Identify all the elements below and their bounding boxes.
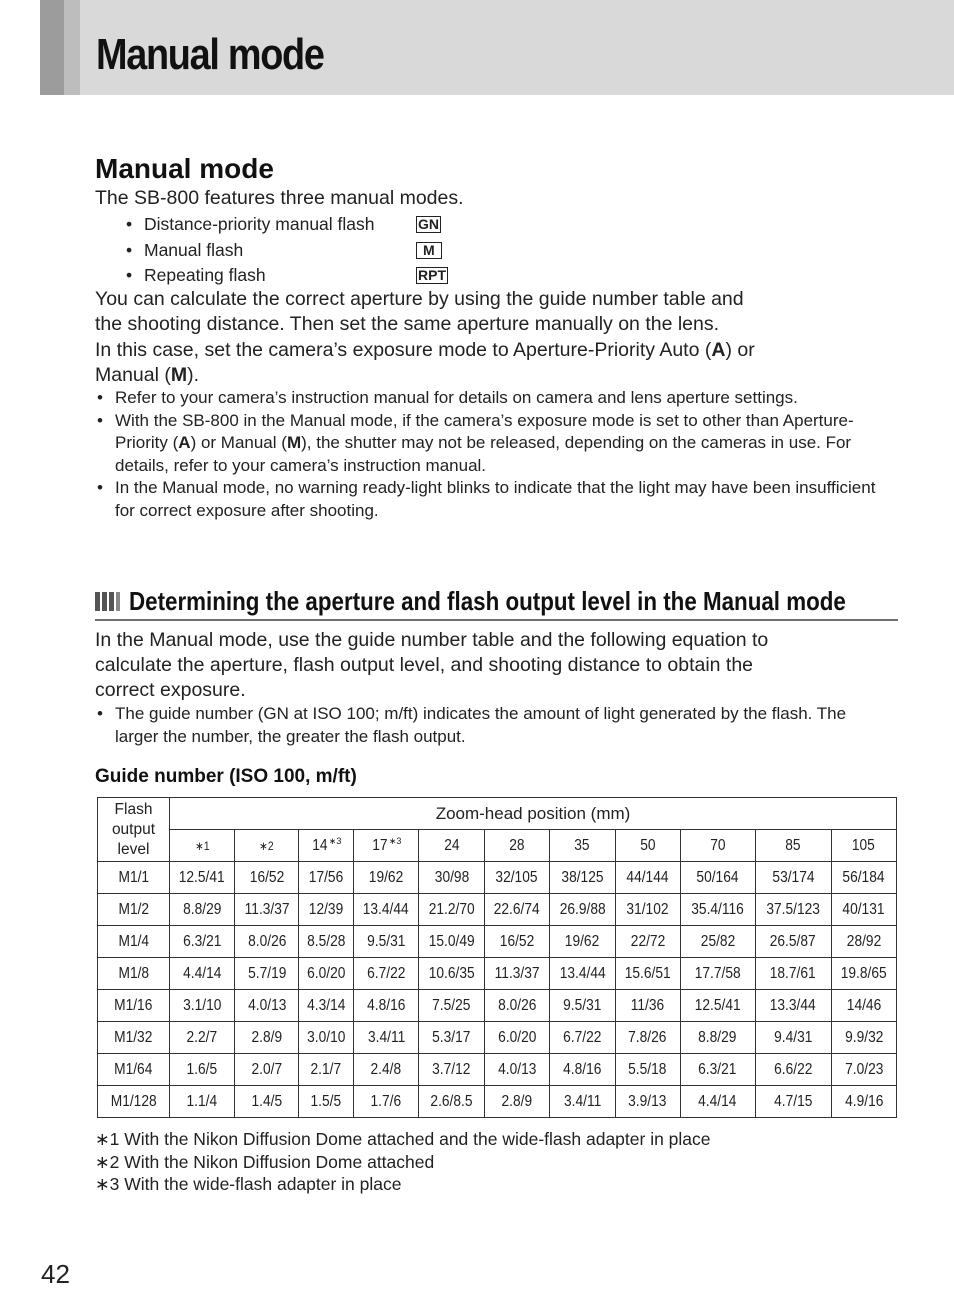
- table-row: [98, 1054, 897, 1086]
- gn-mode-icon: GN: [418, 216, 439, 233]
- guide-number-cell: 4.0/13: [484, 1054, 549, 1086]
- section-bars-icon: [95, 592, 120, 611]
- table-row: [98, 926, 897, 958]
- guide-number-cell: 11/36: [615, 990, 680, 1022]
- guide-number-cell: 22/72: [615, 926, 680, 958]
- table-header-row: [98, 798, 897, 830]
- column-header: $14^{∗3}$: [299, 830, 354, 862]
- section-intro: The SB-800 features three manual modes.: [95, 187, 464, 209]
- guide-number-cell: 2.0/7: [235, 1054, 299, 1086]
- table-row: [98, 1086, 897, 1118]
- guide-number-cell: 25/82: [680, 926, 755, 958]
- guide-number-cell: 5.5/18: [615, 1054, 680, 1086]
- paragraph-line: Manual (M).: [95, 364, 200, 386]
- guide-number-cell: 6.6/22: [755, 1054, 831, 1086]
- guide-number-cell: 4.4/14: [170, 958, 235, 990]
- guide-number-cell: 14/46: [831, 990, 896, 1022]
- guide-number-cell: 56/184: [831, 862, 896, 894]
- manual-modes-list: [126, 212, 448, 289]
- guide-number-cell: 6.7/22: [354, 958, 419, 990]
- output-level-cell: M1/16: [98, 990, 170, 1022]
- guide-number-cell: 8.5/28: [299, 926, 354, 958]
- column-header: 105: [831, 830, 896, 862]
- guide-number-cell: 10.6/35: [419, 958, 484, 990]
- guide-number-cell: 1.7/6: [354, 1086, 419, 1118]
- guide-number-cell: 4.4/14: [680, 1086, 755, 1118]
- guide-number-cell: 2.4/8: [354, 1054, 419, 1086]
- output-level-cell: M1/64: [98, 1054, 170, 1086]
- guide-number-cell: 7.8/26: [615, 1022, 680, 1054]
- column-header: 24: [419, 830, 484, 862]
- output-level-cell: M1/128: [98, 1086, 170, 1118]
- guide-number-cell: 13.3/44: [755, 990, 831, 1022]
- guide-number-cell: 4.8/16: [354, 990, 419, 1022]
- guide-number-cell: 7.0/23: [831, 1054, 896, 1086]
- column-header: 70: [680, 830, 755, 862]
- guide-number-cell: 3.1/10: [170, 990, 235, 1022]
- guide-number-cell: 30/98: [419, 862, 484, 894]
- mode-item: • Distance-priority manual flash GN: [126, 214, 439, 235]
- column-header: 50: [615, 830, 680, 862]
- paragraph-line: the shooting distance. Then set the same aperture manually on the lens.: [95, 313, 720, 335]
- column-header: 35: [550, 830, 615, 862]
- guide-number-cell: 19.8/65: [831, 958, 896, 990]
- guide-number-cell: 2.8/9: [484, 1086, 549, 1118]
- guide-number-cell: 32/105: [484, 862, 549, 894]
- zoom-head-position-header: Zoom-head position (mm): [170, 798, 897, 830]
- paragraph-line: calculate the aperture, flash output level, and shooting distance to obtain the: [95, 654, 754, 676]
- guide-number-cell: 13.4/44: [550, 958, 615, 990]
- guide-number-cell: 6.0/20: [299, 958, 354, 990]
- guide-number-cell: 6.7/22: [550, 1022, 615, 1054]
- guide-number-cell: 11.3/37: [235, 894, 299, 926]
- mode-label: Distance-priority manual flash: [144, 214, 375, 235]
- footnote: ∗1 With the Nikon Diffusion Dome attached and the wide-flash adapter in place: [95, 1129, 711, 1149]
- table-row: [98, 958, 897, 990]
- output-level-cell: M1/32: [98, 1022, 170, 1054]
- guide-number-cell: 5.3/17: [419, 1022, 484, 1054]
- column-header: 28: [484, 830, 549, 862]
- mode-label: Repeating flash: [144, 265, 266, 286]
- output-level-cell: M1/8: [98, 958, 170, 990]
- guide-number-cell: 22.6/74: [484, 894, 549, 926]
- note-item: • In the Manual mode, no warning ready-light blinks to indicate that the light may have been insufficient for correct exposure after shooting.: [95, 477, 895, 522]
- guide-number-cell: 4.9/16: [831, 1086, 896, 1118]
- guide-number-cell: 17.7/58: [680, 958, 755, 990]
- guide-number-cell: 16/52: [235, 862, 299, 894]
- table-row: [98, 894, 897, 926]
- header-tab-dark: [40, 0, 64, 95]
- header-tab-light: [64, 0, 80, 95]
- guide-number-cell: 4.8/16: [550, 1054, 615, 1086]
- guide-number-cell: 26.9/88: [550, 894, 615, 926]
- table-subheader-row: [98, 830, 897, 862]
- flash-output-level-header: Flash output level: [98, 798, 170, 862]
- guide-number-cell: 3.7/12: [419, 1054, 484, 1086]
- guide-number-cell: 11.3/37: [484, 958, 549, 990]
- guide-number-cell: 1.6/5: [170, 1054, 235, 1086]
- output-level-cell: M1/2: [98, 894, 170, 926]
- mode-label: Manual flash: [144, 239, 244, 260]
- footnote: ∗2 With the Nikon Diffusion Dome attached: [95, 1151, 435, 1172]
- guide-number-cell: 2.6/8.5: [419, 1086, 484, 1118]
- footnote: ∗3 With the wide-flash adapter in place: [95, 1174, 402, 1194]
- guide-number-cell: 6.3/21: [680, 1054, 755, 1086]
- guide-number-cell: 28/92: [831, 926, 896, 958]
- guide-number-cell: 44/144: [615, 862, 680, 894]
- guide-number-cell: 4.3/14: [299, 990, 354, 1022]
- mode-item: • Manual flash M: [126, 238, 448, 264]
- table-row: [98, 990, 897, 1022]
- guide-number-cell: 37.5/123: [755, 894, 831, 926]
- guide-number-cell: 3.9/13: [615, 1086, 680, 1118]
- guide-number-cell: 16/52: [484, 926, 549, 958]
- rpt-mode-icon: RPT: [418, 267, 446, 284]
- guide-number-cell: 8.8/29: [680, 1022, 755, 1054]
- guide-number-cell: 18.7/61: [755, 958, 831, 990]
- guide-number-table: [97, 797, 897, 1118]
- note-item: • The guide number (GN at ISO 100; m/ft) indicates the amount of light generated by the flash. The larger the number, the greater the flash output.: [95, 703, 875, 748]
- subsection-heading: [95, 585, 898, 621]
- paragraph-line: correct exposure.: [95, 679, 246, 701]
- guide-number-cell: 15.0/49: [419, 926, 484, 958]
- paragraph-line: You can calculate the correct aperture by using the guide number table and: [95, 288, 744, 310]
- guide-number-cell: 40/131: [831, 894, 896, 926]
- guide-number-cell: 3.4/11: [354, 1022, 419, 1054]
- column-header: 85: [755, 830, 831, 862]
- output-level-cell: M1/4: [98, 926, 170, 958]
- guide-number-cell: 12.5/41: [680, 990, 755, 1022]
- guide-number-cell: 17/56: [299, 862, 354, 894]
- table-title: Guide number (ISO 100, m/ft): [95, 766, 357, 787]
- guide-number-cell: 50/164: [680, 862, 755, 894]
- guide-number-cell: 1.1/4: [170, 1086, 235, 1118]
- guide-number-cell: 2.1/7: [299, 1054, 354, 1086]
- guide-number-cell: 5.7/19: [235, 958, 299, 990]
- guide-number-cell: 9.4/31: [755, 1022, 831, 1054]
- guide-number-cell: 35.4/116: [680, 894, 755, 926]
- guide-number-cell: 4.0/13: [235, 990, 299, 1022]
- guide-number-cell: 15.6/51: [615, 958, 680, 990]
- guide-number-cell: 53/174: [755, 862, 831, 894]
- guide-number-cell: 9.9/32: [831, 1022, 896, 1054]
- guide-number-cell: 3.4/11: [550, 1086, 615, 1118]
- guide-number-cell: 19/62: [354, 862, 419, 894]
- guide-number-cell: 38/125: [550, 862, 615, 894]
- subsection-title: Determining the aperture and flash output level in the Manual mode: [129, 586, 846, 616]
- table-row: [98, 1022, 897, 1054]
- column-header: $17^{∗3}$: [354, 830, 419, 862]
- paragraph-line: In the Manual mode, use the guide number table and the following equation to: [95, 629, 769, 651]
- guide-number-cell: 7.5/25: [419, 990, 484, 1022]
- guide-number-cell: 8.0/26: [235, 926, 299, 958]
- page-title: Manual mode: [96, 30, 324, 79]
- guide-number-cell: 12/39: [299, 894, 354, 926]
- note-item: • Refer to your camera’s instruction manual for details on camera and lens aperture settings.: [95, 387, 895, 410]
- guide-number-cell: 4.7/15: [755, 1086, 831, 1118]
- guide-number-cell: 9.5/31: [550, 990, 615, 1022]
- output-level-cell: M1/1: [98, 862, 170, 894]
- m-mode-icon: M: [416, 242, 442, 259]
- guide-number-cell: 31/102: [615, 894, 680, 926]
- guide-number-cell: 12.5/41: [170, 862, 235, 894]
- column-header: ∗2: [235, 830, 299, 862]
- footnotes: [95, 1128, 711, 1196]
- guide-number-cell: 6.3/21: [170, 926, 235, 958]
- guide-number-cell: 9.5/31: [354, 926, 419, 958]
- gn-notes-list: [95, 703, 875, 748]
- guide-number-cell: 6.0/20: [484, 1022, 549, 1054]
- section-title: Manual mode: [95, 153, 274, 184]
- table-row: [98, 862, 897, 894]
- guide-number-cell: 21.2/70: [419, 894, 484, 926]
- column-header: ∗1: [170, 830, 235, 862]
- guide-number-cell: 13.4/44: [354, 894, 419, 926]
- guide-number-cell: 26.5/87: [755, 926, 831, 958]
- guide-number-cell: 1.4/5: [235, 1086, 299, 1118]
- mode-item: • Repeating flash RPT: [126, 265, 446, 286]
- guide-number-cell: 2.2/7: [170, 1022, 235, 1054]
- guide-number-cell: 8.0/26: [484, 990, 549, 1022]
- guide-number-cell: 19/62: [550, 926, 615, 958]
- guide-number-cell: 8.8/29: [170, 894, 235, 926]
- guide-number-cell: 3.0/10: [299, 1022, 354, 1054]
- note-item: • With the SB-800 in the Manual mode, if the camera’s exposure mode is set to other than Aperture-Priority (A) or Manual (M), the shutter may not be released, depending on the cameras in use. For details, refer to your camera’s instruction manual.: [95, 410, 895, 478]
- paragraph-line: In this case, set the camera’s exposure mode to Aperture-Priority Auto (A) or: [95, 339, 755, 361]
- page-number: 42: [41, 1259, 70, 1289]
- guide-number-cell: 2.8/9: [235, 1022, 299, 1054]
- notes-list: [95, 387, 895, 522]
- guide-number-cell: 1.5/5: [299, 1086, 354, 1118]
